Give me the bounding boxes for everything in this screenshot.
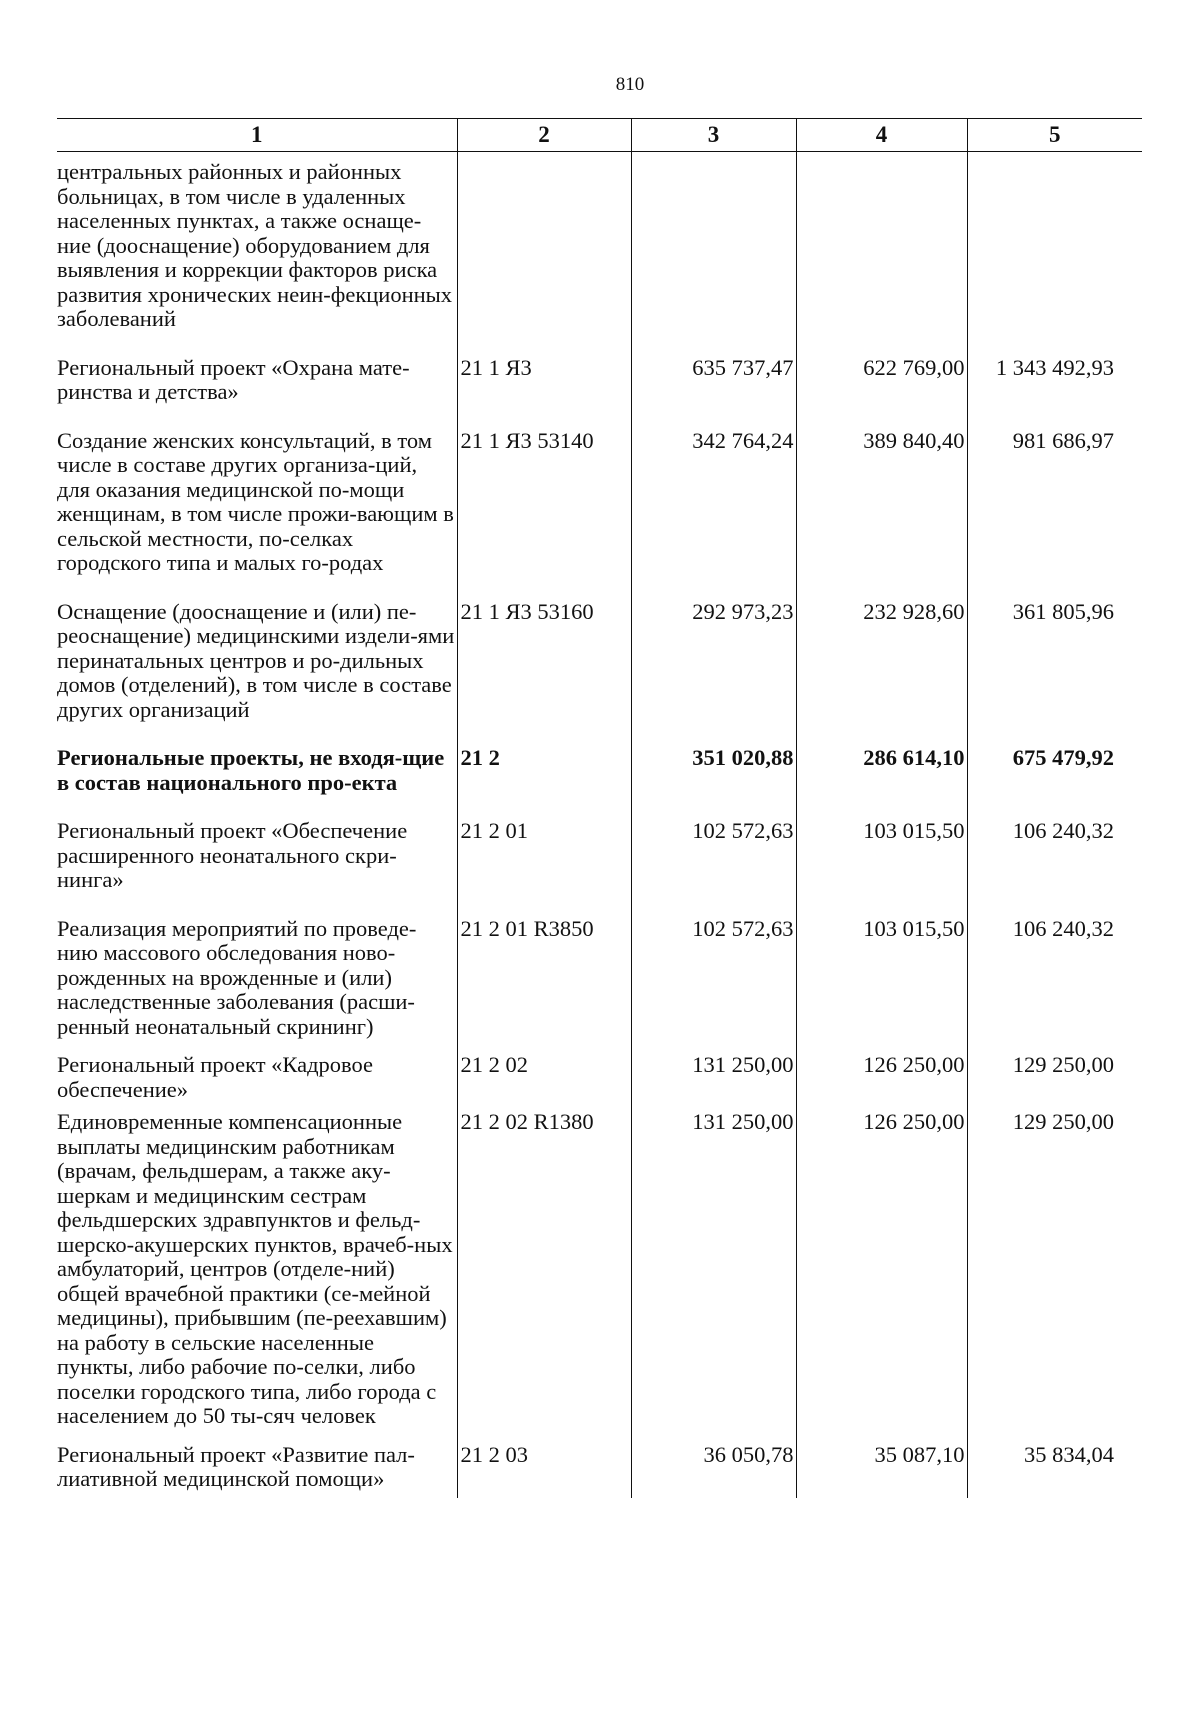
table-row [57, 893, 1142, 1040]
row-value-4: 103 015,50 [796, 795, 967, 893]
row-code: 21 2 [457, 722, 631, 795]
row-name: Единовременные компенсационные выплаты медицинским работникам (врачам, фельдшерам, а также аку-шеркам и медицинским сестрам фельдшерских здравпунктов и фельд-шерско-акушерских пунктов, врачеб-ных амбулаторий, центров (отделе-ний) общей врачебной практики (се-мейной медицины), прибывшим (пе-реехавшим) на работу в сельские населенные пункты, либо рабочие по-селки, либо поселки городского типа, либо города с населением до 50 ты-сяч человек [57, 1109, 453, 1428]
row-value-4: 35 087,10 [796, 1429, 967, 1498]
row-code: 21 2 02 [457, 1039, 631, 1102]
row-name: центральных районных и районных больницах, в том числе в удаленных населенных пунктах, а также оснаще-ние (дооснащение) оборудованием для выявления и коррекции факторов риска развития хронических неин-фекционных заболеваний [57, 159, 453, 331]
row-code: 21 1 Я3 53140 [457, 405, 631, 576]
row-value-3 [631, 152, 796, 332]
row-value-3: 102 572,63 [631, 893, 796, 1040]
column-header-3: 3 [631, 119, 796, 152]
row-code: 21 2 03 [457, 1429, 631, 1498]
row-value-4: 103 015,50 [796, 893, 967, 1040]
table-row [57, 1102, 1142, 1429]
row-value-4: 622 769,00 [796, 332, 967, 405]
row-name: Оснащение (дооснащение и (или) пе-реоснащение) медицинскими издели-ями перинатальных центров и ро-дильных домов (отделений), в том числе в составе других организаций [57, 598, 455, 722]
row-value-3: 131 250,00 [631, 1039, 796, 1102]
column-header-2: 2 [457, 119, 631, 152]
row-code: 21 2 01 [457, 795, 631, 893]
row-value-5: 129 250,00 [967, 1102, 1142, 1429]
table-row [57, 576, 1142, 723]
table-row [57, 405, 1142, 576]
row-value-3: 36 050,78 [631, 1429, 796, 1498]
table-header-row [57, 119, 1142, 152]
row-value-4: 389 840,40 [796, 405, 967, 576]
row-name: Региональные проекты, не входя-щие в состав национального про-екта [57, 745, 445, 795]
table-row [57, 722, 1142, 795]
column-header-4: 4 [796, 119, 967, 152]
row-value-4 [796, 152, 967, 332]
table-row [57, 795, 1142, 893]
row-value-5: 106 240,32 [967, 795, 1142, 893]
row-name: Создание женских консультаций, в том числе в составе других организа-ций, для оказания медицинской по-мощи женщинам, в том числе прожи-вающим в сельской местности, по-селках городского типа и малых го-родах [57, 427, 454, 575]
table-row [57, 152, 1142, 332]
row-value-4: 126 250,00 [796, 1102, 967, 1429]
row-value-5: 1 343 492,93 [967, 332, 1142, 405]
row-value-5: 129 250,00 [967, 1039, 1142, 1102]
row-value-3: 342 764,24 [631, 405, 796, 576]
row-value-4: 286 614,10 [796, 722, 967, 795]
row-value-3: 292 973,23 [631, 576, 796, 723]
row-name: Региональный проект «Развитие пал-лиативной медицинской помощи» [57, 1441, 415, 1491]
row-name: Региональный проект «Кадровое обеспечение» [57, 1052, 374, 1102]
row-value-5: 675 479,92 [967, 722, 1142, 795]
row-value-5: 35 834,04 [967, 1429, 1142, 1498]
row-value-5: 361 805,96 [967, 576, 1142, 723]
row-code [457, 152, 631, 332]
row-value-4: 232 928,60 [796, 576, 967, 723]
table-row [57, 332, 1142, 405]
row-code: 21 2 01 R3850 [457, 893, 631, 1040]
row-code: 21 1 Я3 [457, 332, 631, 405]
column-header-1: 1 [57, 119, 457, 152]
budget-table [57, 118, 1142, 1498]
row-code: 21 1 Я3 53160 [457, 576, 631, 723]
column-header-5: 5 [967, 119, 1142, 152]
row-value-4: 126 250,00 [796, 1039, 967, 1102]
row-value-3: 131 250,00 [631, 1102, 796, 1429]
row-value-3: 102 572,63 [631, 795, 796, 893]
row-value-5: 981 686,97 [967, 405, 1142, 576]
row-value-5 [967, 152, 1142, 332]
row-value-3: 351 020,88 [631, 722, 796, 795]
row-value-5: 106 240,32 [967, 893, 1142, 1040]
row-value-3: 635 737,47 [631, 332, 796, 405]
row-code: 21 2 02 R1380 [457, 1102, 631, 1429]
row-name: Региональный проект «Обеспечение расширенного неонатального скри-нинга» [57, 818, 408, 892]
table-row [57, 1429, 1142, 1498]
page-number: 810 [615, 74, 645, 95]
row-name: Региональный проект «Охрана мате-ринства и детства» [57, 354, 410, 404]
row-name: Реализация мероприятий по проведе-нию массового обследования ново-рожденных на врожденные и (или) наследственные заболевания (расши-ренный неонатальный скрининг) [57, 915, 417, 1039]
table-row [57, 1039, 1142, 1102]
